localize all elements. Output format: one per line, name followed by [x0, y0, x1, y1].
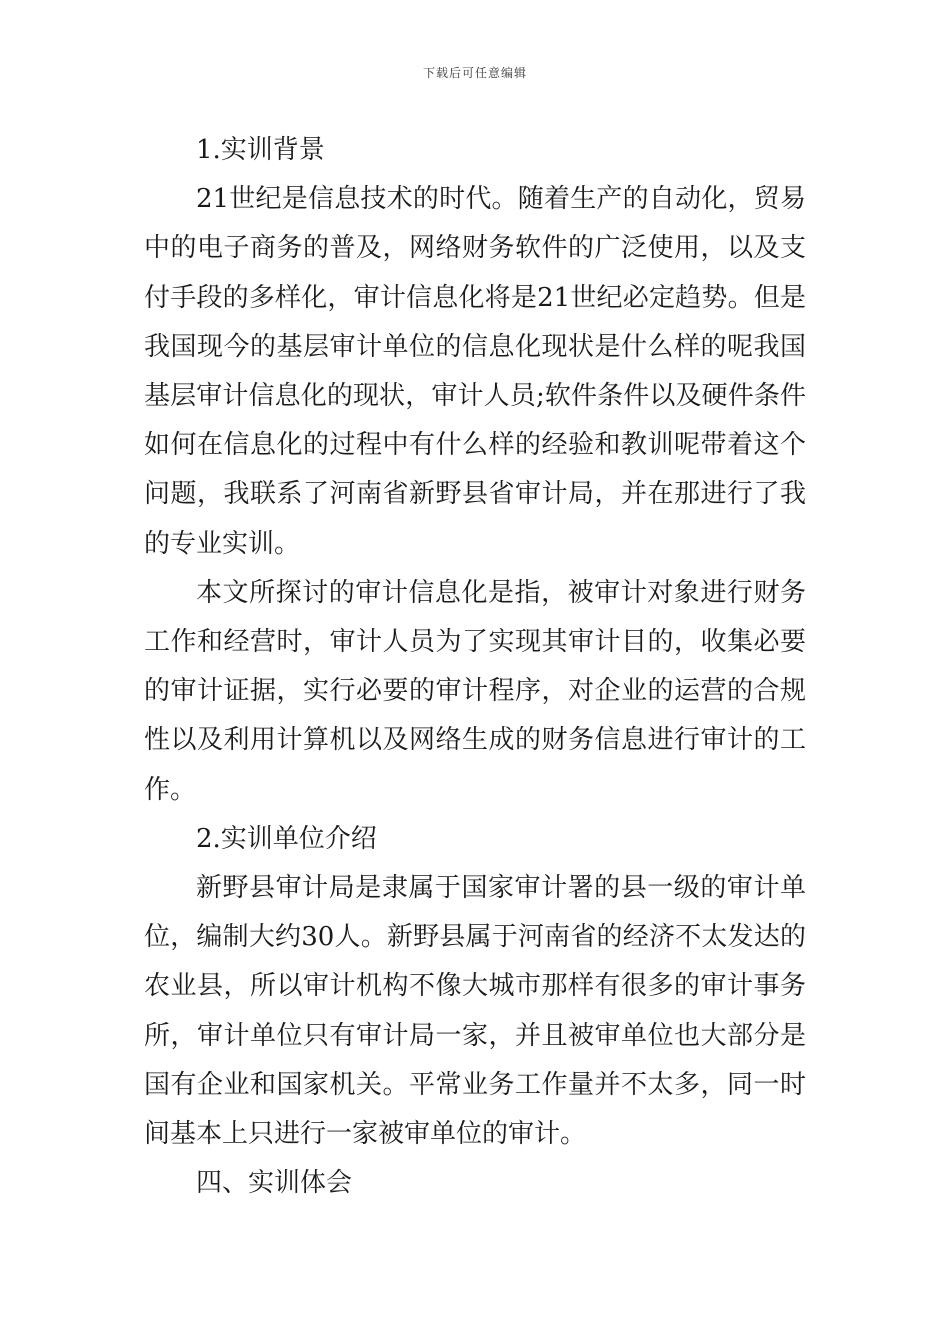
paragraph-unit-intro: 新野县审计局是隶属于国家审计署的县一级的审计单位，编制大约30人。新野县属于河南省的经济不太发达的农业县，所以审计机构不像大城市那样有很多的审计事务所，审计单位只有审计局一家，并且被审单位也大部分是国有企业和国家机关。平常业务工作量并不太多，同一时间基本上只进行一家被审单位的审计。 — [144, 873, 806, 1150]
paragraph-definition: 本文所探讨的审计信息化是指，被审计对象进行财务工作和经营时，审计人员为了实现其审计目的，收集必要的审计证据，实行必要的审计程序，对企业的运营的合规性以及利用计算机以及网络生成的财务信息进行审计的工作。 — [144, 577, 806, 805]
section-heading-background: 1.实训背景 — [196, 135, 325, 165]
section-heading-experience: 四、实训体会 — [196, 1168, 353, 1199]
document-body — [144, 126, 806, 1208]
page-header: 下载后可任意编辑 — [422, 66, 527, 80]
section-heading-unit-intro: 2.实训单位介绍 — [196, 823, 377, 854]
paragraph-background: 21世纪是信息技术的时代。随着生产的自动化，贸易中的电子商务的普及，网络财务软件的广泛使用，以及支付手段的多样化，审计信息化将是21世纪必定趋势。但是我国现今的基层审计单位的信息化现状是什么样的呢我国基层审计信息化的现状，审计人员;软件条件以及硬件条件如何在信息化的过程中有什么样的经验和教训呢带着这个问题，我联系了河南省新野县省审计局，并在那进行了我的专业实训。 — [144, 184, 806, 559]
